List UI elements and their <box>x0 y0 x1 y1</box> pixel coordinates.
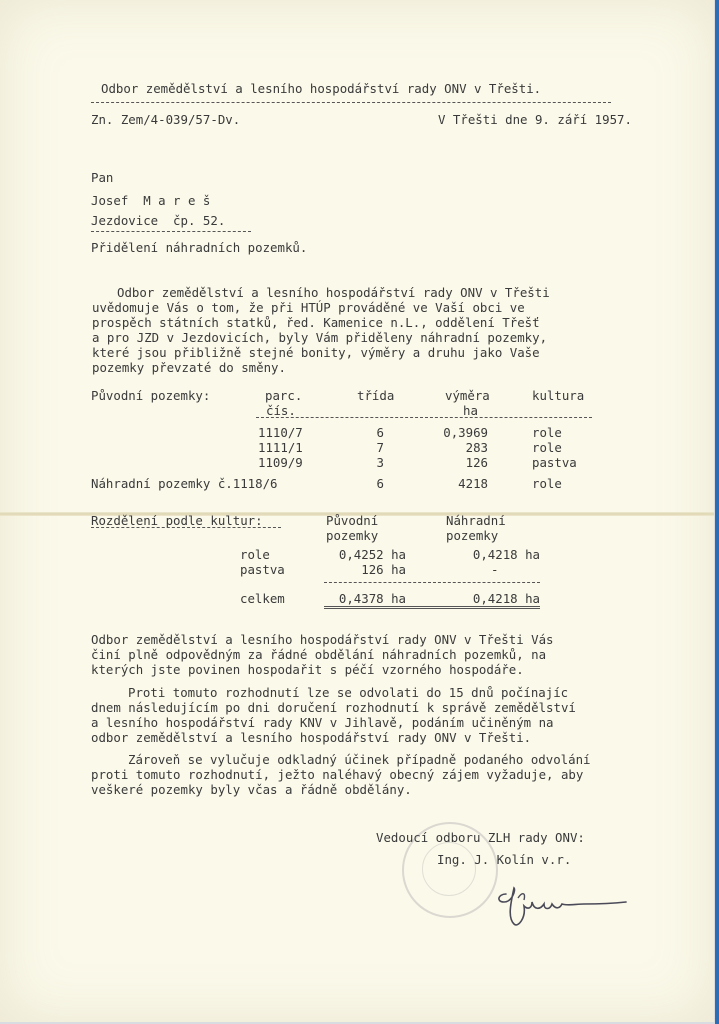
para3-line: proti tomuto rozhodnutí, ježto naléhavý obecný zájem vyžaduje, aby <box>91 767 584 782</box>
header-cis: čís. <box>266 403 296 418</box>
salutation: Pan <box>91 170 114 185</box>
header-rule <box>91 102 611 103</box>
culture-label-underline <box>91 527 281 528</box>
para1-line: činí plně odpovědným za řádné obdělání náhradních pozemků, na <box>91 647 547 662</box>
parcel-number: 1111/1 <box>258 440 303 455</box>
para1-line: Odbor zemědělství a lesního hospodářství rady ONV v Třešti Vás <box>91 632 554 647</box>
recipient-address: Jezdovice čp. 52. <box>91 213 226 228</box>
parcel-class: 7 <box>376 440 384 455</box>
col-replacement-2: pozemky <box>446 528 499 543</box>
sum-rule <box>324 582 540 583</box>
intro-line: prospěch státních statků, řed. Kamenice n.L., oddělení Třešť <box>92 315 540 330</box>
address-rule <box>91 231 251 232</box>
scan-edge <box>715 0 719 1024</box>
intro-line: uvědomuje Vás o tom, že při HTÚP prováděné ve Vaší obci ve <box>92 300 525 315</box>
culture-replacement: 0,4218 ha <box>472 547 540 562</box>
official-stamp <box>402 822 498 918</box>
parcel-number: 1109/9 <box>258 455 303 470</box>
parcel-area: 0,3969 <box>443 425 488 440</box>
header-ha: ha <box>463 403 478 418</box>
para2-line: a lesního hospodářství rady KNV v Jihlavě, podáním učiněným na <box>91 715 554 730</box>
parcel-class: 3 <box>376 455 384 470</box>
culture-original: 126 ha <box>361 562 406 577</box>
signatory-title: Vedoucí odboru ZLH rady ONV: <box>376 830 585 845</box>
signatory-name: Ing. J. Kolín v.r. <box>437 852 572 867</box>
parcel-number: 1110/7 <box>258 425 303 440</box>
date-line: V Třešti dne 9. září 1957. <box>438 112 632 127</box>
table-header-rule <box>256 417 592 418</box>
culture-name: role <box>240 547 270 562</box>
parcel-culture: role <box>532 440 562 455</box>
replacement-area: 4218 <box>458 476 488 491</box>
intro-line: a pro JZD v Jezdovicích, byly Vám přiděleny náhradní pozemky, <box>92 330 548 345</box>
culture-original: 0,4252 ha <box>338 547 406 562</box>
office-heading: Odbor zemědělství a lesního hospodářství rady ONV v Třešti. <box>101 81 542 96</box>
col-original-1: Původní <box>326 513 379 528</box>
recipient-name: Josef M a r e š <box>91 193 211 208</box>
para2-line: dnem následujícím po dni doručení rozhodnutí k správě zemědělství <box>91 700 576 715</box>
total-original: 0,4378 ha <box>338 591 406 606</box>
parcel-class: 6 <box>376 425 384 440</box>
header-kultura: kultura <box>532 388 585 403</box>
intro-line: které jsou přibližně stejné bonity, výměry a druhu jako Vaše <box>92 345 540 360</box>
replacement-label: Náhradní pozemky č.1118/6 <box>91 476 278 491</box>
para2-line: Proti tomuto rozhodnutí lze se odvolati do 15 dnů počínajíc <box>128 685 569 700</box>
parcel-area: 126 <box>465 455 488 470</box>
intro-line: pozemky převzaté do směny. <box>92 360 286 375</box>
parcel-area: 283 <box>465 440 488 455</box>
parcels-label: Původní pozemky: <box>91 388 211 403</box>
parcel-culture: role <box>532 425 562 440</box>
col-original-2: pozemky <box>326 528 379 543</box>
handwritten-signature <box>488 880 638 935</box>
replacement-culture: role <box>532 476 562 491</box>
header-parc: parc. <box>265 388 303 403</box>
header-vymera: výměra <box>445 388 490 403</box>
replacement-class: 6 <box>376 476 384 491</box>
culture-name: pastva <box>240 562 285 577</box>
para1-line: kterých jste povinen hospodařit s péčí vzorného hospodáře. <box>91 662 524 677</box>
col-replacement-1: Náhradní <box>446 513 506 528</box>
para2-line: odbor zemědělství a lesního hospodářství rady ONV v Třešti. <box>91 730 532 745</box>
total-label: celkem <box>240 591 285 606</box>
intro-line: Odbor zemědělství a lesního hospodářství rady ONV v Třešti <box>117 285 550 300</box>
total-double-rule <box>324 606 540 609</box>
parcel-culture: pastva <box>532 455 577 470</box>
header-trida: třída <box>357 388 395 403</box>
subject-line: Přidělení náhradních pozemků. <box>91 240 308 255</box>
total-replacement: 0,4218 ha <box>472 591 540 606</box>
reference-number: Zn. Zem/4-039/57-Dv. <box>91 112 241 127</box>
para3-line: veškeré pozemky byly včas a řádně obdělány. <box>91 782 412 797</box>
para3-line: Zároveň se vylučuje odkladný účinek případně podaného odvolání <box>128 752 591 767</box>
culture-split-label: Rozdělení podle kultur: <box>91 513 263 528</box>
culture-replacement: - <box>491 562 499 577</box>
